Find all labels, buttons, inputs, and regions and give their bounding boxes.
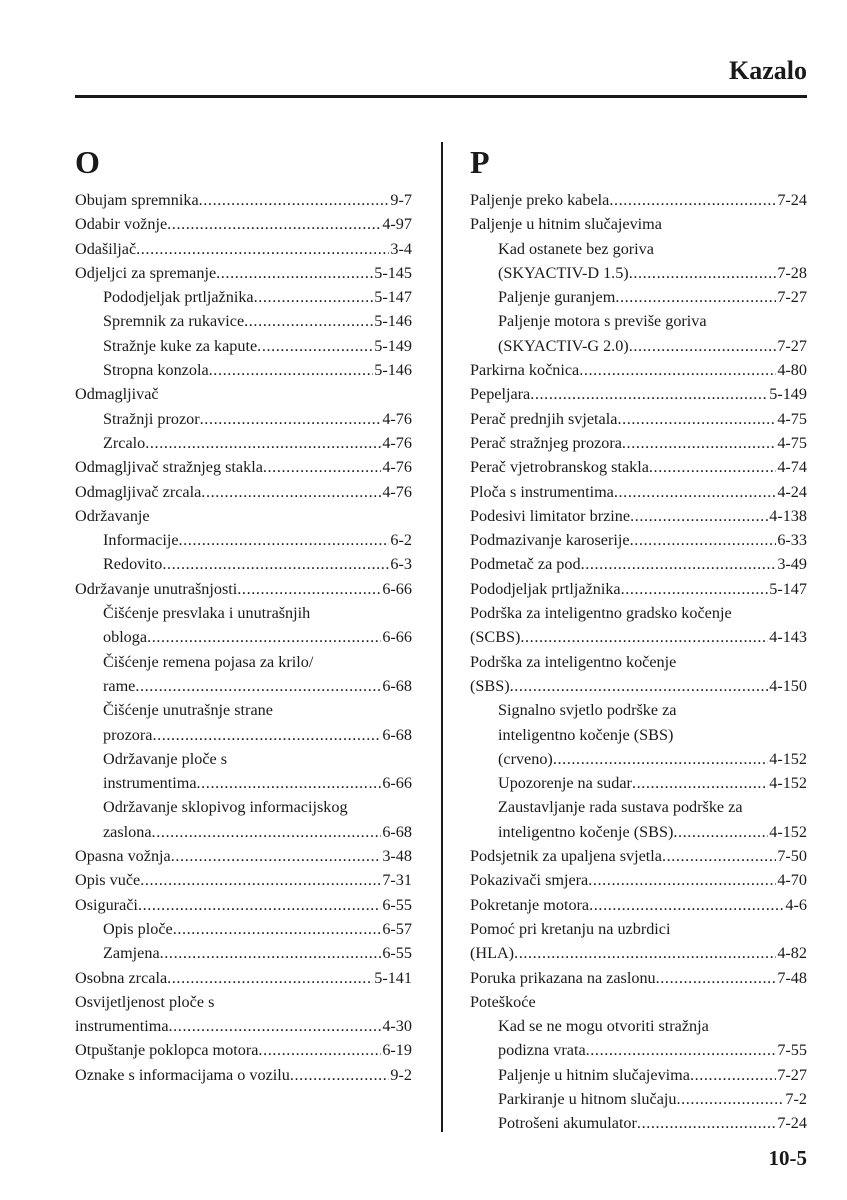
page-number: 10-5 — [768, 1146, 807, 1170]
entry-term: zaslona — [103, 822, 152, 841]
entry-page-ref: 4-30 — [382, 1017, 412, 1036]
index-entry — [75, 212, 412, 236]
index-entry — [470, 650, 807, 674]
entry-term: Podrška za inteligentno gradsko kočenje — [470, 604, 732, 623]
dot-leader — [622, 431, 776, 455]
dot-leader — [586, 1038, 777, 1062]
index-entry — [470, 893, 807, 917]
dot-leader — [147, 625, 381, 649]
entry-term: Podrška za inteligentno kočenje — [470, 652, 677, 671]
dot-leader — [630, 504, 768, 528]
dot-leader — [579, 358, 776, 382]
header-rule — [75, 95, 807, 98]
dot-leader — [609, 188, 776, 212]
index-subentry — [75, 625, 412, 649]
entry-page-ref: 6-66 — [382, 628, 412, 647]
index-subentry — [75, 285, 412, 309]
index-entry — [75, 844, 412, 868]
index-subentry — [75, 723, 412, 747]
dot-leader — [167, 966, 373, 990]
dot-leader — [135, 674, 381, 698]
entry-term: Osobna zrcala — [75, 968, 168, 987]
index-subentry — [75, 309, 412, 333]
index-subentry — [470, 334, 807, 358]
entry-term: Osvijetljenost ploče s — [75, 992, 215, 1011]
dot-leader — [169, 1014, 382, 1038]
entry-term: Stropna konzola — [103, 361, 209, 380]
index-entry — [75, 1014, 412, 1038]
index-subentry — [75, 917, 412, 941]
dot-leader — [167, 212, 381, 236]
dot-leader — [237, 577, 381, 601]
entry-term: rame — [103, 676, 136, 695]
entry-term: Odmagljivač — [75, 385, 159, 404]
index-subentry — [470, 723, 807, 747]
column-divider — [441, 142, 443, 1132]
index-entry — [470, 990, 807, 1014]
index-subentry — [470, 285, 807, 309]
entry-page-ref: 6-68 — [382, 822, 412, 841]
index-subentry — [470, 1038, 807, 1062]
entry-term: Otpuštanje poklopca motora — [75, 1041, 259, 1060]
entry-term: Zaustavljanje rada sustava podrške za — [498, 798, 743, 817]
index-subentry — [75, 601, 412, 625]
entry-page-ref: 6-2 — [390, 531, 412, 550]
index-subentry — [470, 771, 807, 795]
entry-page-ref: 6-68 — [382, 725, 412, 744]
entry-page-ref: 6-19 — [382, 1041, 412, 1060]
entry-term: (SCBS) — [470, 628, 521, 647]
dot-leader — [136, 237, 389, 261]
entry-page-ref: 4-143 — [769, 628, 807, 647]
entry-term: Opasna vožnja — [75, 847, 171, 866]
entry-term: Paljenje u hitnim slučajevima — [470, 215, 662, 234]
entry-term: Podmazivanje karoserije — [470, 531, 630, 550]
dot-leader — [629, 334, 777, 358]
entry-page-ref: 5-145 — [374, 263, 412, 282]
entry-term: Potrošeni akumulator — [498, 1114, 637, 1133]
index-entry — [470, 382, 807, 406]
entry-page-ref: 7-2 — [785, 1089, 807, 1108]
index-entry — [470, 674, 807, 698]
entry-page-ref: 7-27 — [777, 336, 807, 355]
dot-leader — [209, 358, 374, 382]
index-entry — [470, 431, 807, 455]
entry-page-ref: 4-75 — [777, 409, 807, 428]
entry-page-ref: 6-55 — [382, 944, 412, 963]
entry-term: Paljenje guranjem — [498, 288, 616, 307]
entry-term: Podmetač za pod — [470, 555, 581, 574]
index-subentry — [75, 528, 412, 552]
entry-term: Pododjeljak prtljažnika — [103, 288, 254, 307]
entry-term: Osigurači — [75, 895, 138, 914]
dot-leader — [171, 844, 382, 868]
entry-term: Poteškoće — [470, 992, 536, 1011]
index-subentry — [470, 1014, 807, 1038]
entry-term: Odmagljivač zrcala — [75, 482, 202, 501]
entry-term: Ploča s instrumentima — [470, 482, 614, 501]
index-subentry — [75, 650, 412, 674]
index-entry — [470, 601, 807, 625]
dot-leader — [197, 771, 382, 795]
entry-term: (SBS) — [470, 676, 510, 695]
entry-page-ref: 4-138 — [769, 506, 807, 525]
entry-page-ref: 3-48 — [382, 847, 412, 866]
index-entry — [470, 188, 807, 212]
entry-page-ref: 4-152 — [769, 749, 807, 768]
entry-term: Obujam spremnika — [75, 191, 199, 209]
entry-term: Podesivi limitator brzine — [470, 506, 631, 525]
dot-leader — [173, 917, 382, 941]
entry-term: podizna vrata — [498, 1041, 586, 1060]
dot-leader — [589, 893, 784, 917]
entry-page-ref: 6-68 — [382, 676, 412, 695]
dot-leader — [676, 1087, 784, 1111]
section-letter-p: P — [470, 144, 490, 180]
entry-page-ref: 4-6 — [785, 895, 807, 914]
entry-term: Redovito — [103, 555, 163, 574]
index-subentry — [470, 1111, 807, 1135]
entry-term: Pokazivači smjera — [470, 871, 589, 890]
entry-page-ref: 7-28 — [777, 263, 807, 282]
index-entry — [470, 504, 807, 528]
dot-leader — [201, 480, 381, 504]
dot-leader — [553, 747, 768, 771]
index-entry — [470, 625, 807, 649]
dot-leader — [520, 625, 768, 649]
dot-leader — [588, 868, 776, 892]
index-entry — [75, 990, 412, 1014]
dot-leader — [138, 893, 381, 917]
entry-page-ref: 5-149 — [769, 385, 807, 404]
entry-term: Spremnik za rukavice — [103, 312, 245, 331]
entry-page-ref: 5-147 — [769, 579, 807, 598]
dot-leader — [152, 820, 382, 844]
dot-leader — [199, 188, 390, 212]
index-entry — [75, 1038, 412, 1062]
entry-term: Odašiljač — [75, 239, 137, 258]
entry-term: (SKYACTIV-G 2.0) — [498, 336, 629, 355]
entry-term: Opis ploče — [103, 919, 173, 938]
entry-term: Stražnji prozor — [103, 409, 200, 428]
entry-page-ref: 4-24 — [777, 482, 807, 501]
entry-page-ref: 6-55 — [382, 895, 412, 914]
entry-page-ref: 5-147 — [374, 288, 412, 307]
index-entry — [470, 358, 807, 382]
entry-page-ref: 7-50 — [777, 847, 807, 866]
index-entry — [470, 844, 807, 868]
index-subentry — [470, 261, 807, 285]
entry-term: Parkirna kočnica — [470, 361, 580, 380]
entry-term: Perač prednjih svjetala — [470, 409, 618, 428]
dot-leader — [514, 941, 776, 965]
dot-leader — [200, 407, 382, 431]
entry-page-ref: 4-82 — [777, 944, 807, 963]
entry-term: Opis vuče — [75, 871, 141, 890]
entry-term: Pokretanje motora — [470, 895, 590, 914]
index-subentry — [470, 1063, 807, 1087]
index-entry — [75, 504, 412, 528]
entry-page-ref: 6-3 — [390, 555, 412, 574]
dot-leader — [581, 552, 777, 576]
dot-leader — [530, 382, 768, 406]
entry-page-ref: 5-149 — [374, 336, 412, 355]
index-column-o — [75, 142, 412, 1087]
index-subentry — [470, 309, 807, 333]
index-entry — [470, 528, 807, 552]
dot-leader — [630, 528, 777, 552]
entry-page-ref: 7-27 — [777, 288, 807, 307]
dot-leader — [617, 407, 776, 431]
dot-leader — [662, 844, 776, 868]
entry-page-ref: 6-33 — [777, 531, 807, 550]
entry-page-ref: 6-66 — [382, 774, 412, 793]
entry-page-ref: 3-4 — [390, 239, 412, 258]
dot-leader — [254, 285, 374, 309]
entry-term: instrumentima — [75, 1017, 169, 1036]
entry-term: Održavanje unutrašnjosti — [75, 579, 238, 598]
entry-term: Odabir vožnje — [75, 215, 168, 234]
entry-page-ref: 7-48 — [777, 968, 807, 987]
entry-term: Kad ostanete bez goriva — [498, 239, 654, 258]
entry-page-ref: 4-80 — [777, 361, 807, 380]
entry-term: Zamjena — [103, 944, 160, 963]
index-entry — [470, 577, 807, 601]
entry-page-ref: 5-146 — [374, 312, 412, 331]
dot-leader — [258, 1038, 381, 1062]
entry-term: Održavanje sklopivog informacijskog — [103, 798, 348, 817]
index-entry — [470, 966, 807, 990]
entry-term: Zrcalo — [103, 433, 146, 452]
dot-leader — [629, 261, 777, 285]
entry-term: Pododjeljak prtljažnika — [470, 579, 621, 598]
index-entry — [470, 407, 807, 431]
dot-leader — [162, 552, 389, 576]
index-entry — [75, 480, 412, 504]
index-subentry — [75, 552, 412, 576]
entry-page-ref: 7-27 — [777, 1065, 807, 1084]
index-entries-p — [470, 188, 807, 1136]
index-subentry — [470, 698, 807, 722]
dot-leader — [510, 674, 769, 698]
entry-page-ref: 4-152 — [769, 822, 807, 841]
entry-term: Održavanje — [75, 506, 150, 525]
entry-term: obloga — [103, 628, 148, 647]
entry-term: Kad se ne mogu otvoriti stražnja — [498, 1017, 709, 1036]
entry-page-ref: 9-2 — [390, 1065, 412, 1084]
index-subentry — [75, 407, 412, 431]
entry-page-ref: 7-55 — [777, 1041, 807, 1060]
entry-term: Pomoć pri kretanju na uzbrdici — [470, 919, 671, 938]
entry-page-ref: 4-74 — [777, 458, 807, 477]
entry-term: Pepeljara — [470, 385, 531, 404]
entry-term: Paljenje motora s previše goriva — [498, 312, 707, 331]
dot-leader — [615, 285, 776, 309]
entry-term: (HLA) — [470, 944, 515, 963]
index-entries-o — [75, 188, 412, 1087]
index-entry — [75, 382, 412, 406]
entry-term: Čišćenje unutrašnje strane — [103, 701, 273, 720]
entry-page-ref: 9-7 — [390, 191, 412, 209]
entry-page-ref: 7-24 — [777, 191, 807, 209]
entry-page-ref: 4-150 — [769, 676, 807, 695]
dot-leader — [257, 334, 373, 358]
entry-page-ref: 7-31 — [382, 871, 412, 890]
entry-term: Perač vjetrobranskog stakla — [470, 458, 649, 477]
dot-leader — [160, 941, 382, 965]
dot-leader — [621, 577, 769, 601]
index-subentry — [75, 698, 412, 722]
index-subentry — [75, 820, 412, 844]
index-subentry — [75, 795, 412, 819]
dot-leader — [649, 455, 776, 479]
index-subentry — [470, 1087, 807, 1111]
entry-term: Odjeljci za spremanje — [75, 263, 217, 282]
entry-term: (SKYACTIV-D 1.5) — [498, 263, 629, 282]
entry-page-ref: 5-146 — [374, 361, 412, 380]
index-subentry — [75, 747, 412, 771]
entry-page-ref: 4-75 — [777, 433, 807, 452]
entry-page-ref: 3-49 — [777, 555, 807, 574]
entry-term: Upozorenje na sudar — [498, 774, 632, 793]
entry-term: (crveno) — [498, 749, 553, 768]
index-subentry — [75, 674, 412, 698]
index-entry — [470, 868, 807, 892]
index-subentry — [470, 820, 807, 844]
entry-term: Oznake s informacijama o vozilu — [75, 1065, 290, 1084]
dot-leader — [290, 1063, 390, 1087]
entry-term: Održavanje ploče s — [103, 749, 228, 768]
entry-term: Paljenje u hitnim slučajevima — [498, 1065, 690, 1084]
entry-term: Čišćenje remena pojasa za krilo/ — [103, 652, 314, 671]
entry-term: Poruka prikazana na zaslonu — [470, 968, 656, 987]
index-entry — [75, 577, 412, 601]
entry-page-ref: 4-152 — [769, 774, 807, 793]
index-entry — [470, 941, 807, 965]
index-entry — [470, 480, 807, 504]
entry-page-ref: 4-97 — [382, 215, 412, 234]
dot-leader — [244, 309, 373, 333]
index-entry — [75, 966, 412, 990]
section-letter-o: O — [75, 144, 100, 180]
index-column-p — [470, 142, 807, 1136]
index-entry — [75, 1063, 412, 1087]
entry-term: Informacije — [103, 531, 179, 550]
entry-page-ref: 6-57 — [382, 919, 412, 938]
dot-leader — [632, 771, 768, 795]
index-subentry — [75, 941, 412, 965]
index-entry — [470, 212, 807, 236]
dot-leader — [690, 1063, 776, 1087]
dot-leader — [179, 528, 390, 552]
entry-term: Stražnje kuke za kapute — [103, 336, 258, 355]
dot-leader — [216, 261, 373, 285]
index-subentry — [75, 771, 412, 795]
index-subentry — [75, 431, 412, 455]
dot-leader — [656, 966, 777, 990]
entry-page-ref: 4-76 — [382, 433, 412, 452]
entry-term: inteligentno kočenje (SBS) — [498, 822, 674, 841]
page-title: Kazalo — [729, 56, 807, 85]
entry-term: Paljenje preko kabela — [470, 191, 610, 209]
dot-leader — [637, 1111, 776, 1135]
dot-leader — [263, 455, 381, 479]
entry-term: Parkiranje u hitnom slučaju — [498, 1089, 677, 1108]
dot-leader — [145, 431, 381, 455]
entry-term: inteligentno kočenje (SBS) — [498, 725, 674, 744]
dot-leader — [673, 820, 768, 844]
entry-term: prozora — [103, 725, 153, 744]
index-entry — [75, 188, 412, 212]
entry-term: Čišćenje presvlaka i unutrašnjih — [103, 604, 311, 623]
entry-page-ref: 4-76 — [382, 458, 412, 477]
index-entry — [75, 455, 412, 479]
index-subentry — [75, 358, 412, 382]
index-subentry — [470, 237, 807, 261]
index-entry — [75, 868, 412, 892]
index-entry — [470, 455, 807, 479]
entry-page-ref: 4-76 — [382, 409, 412, 428]
index-entry — [75, 893, 412, 917]
index-entry — [470, 552, 807, 576]
index-entry — [75, 237, 412, 261]
entry-term: instrumentima — [103, 774, 197, 793]
entry-term: Podsjetnik za upaljena svjetla — [470, 847, 662, 866]
entry-page-ref: 5-141 — [374, 968, 412, 987]
entry-page-ref: 6-66 — [382, 579, 412, 598]
entry-page-ref: 4-76 — [382, 482, 412, 501]
index-entry — [470, 917, 807, 941]
entry-page-ref: 4-70 — [777, 871, 807, 890]
dot-leader — [152, 723, 381, 747]
index-subentry — [470, 795, 807, 819]
entry-page-ref: 7-24 — [777, 1114, 807, 1133]
entry-term: Odmagljivač stražnjeg stakla — [75, 458, 263, 477]
index-subentry — [75, 334, 412, 358]
entry-term: Perač stražnjeg prozora — [470, 433, 622, 452]
dot-leader — [140, 868, 381, 892]
index-entry — [75, 261, 412, 285]
index-subentry — [470, 747, 807, 771]
entry-term: Signalno svjetlo podrške za — [498, 701, 677, 720]
dot-leader — [614, 480, 776, 504]
